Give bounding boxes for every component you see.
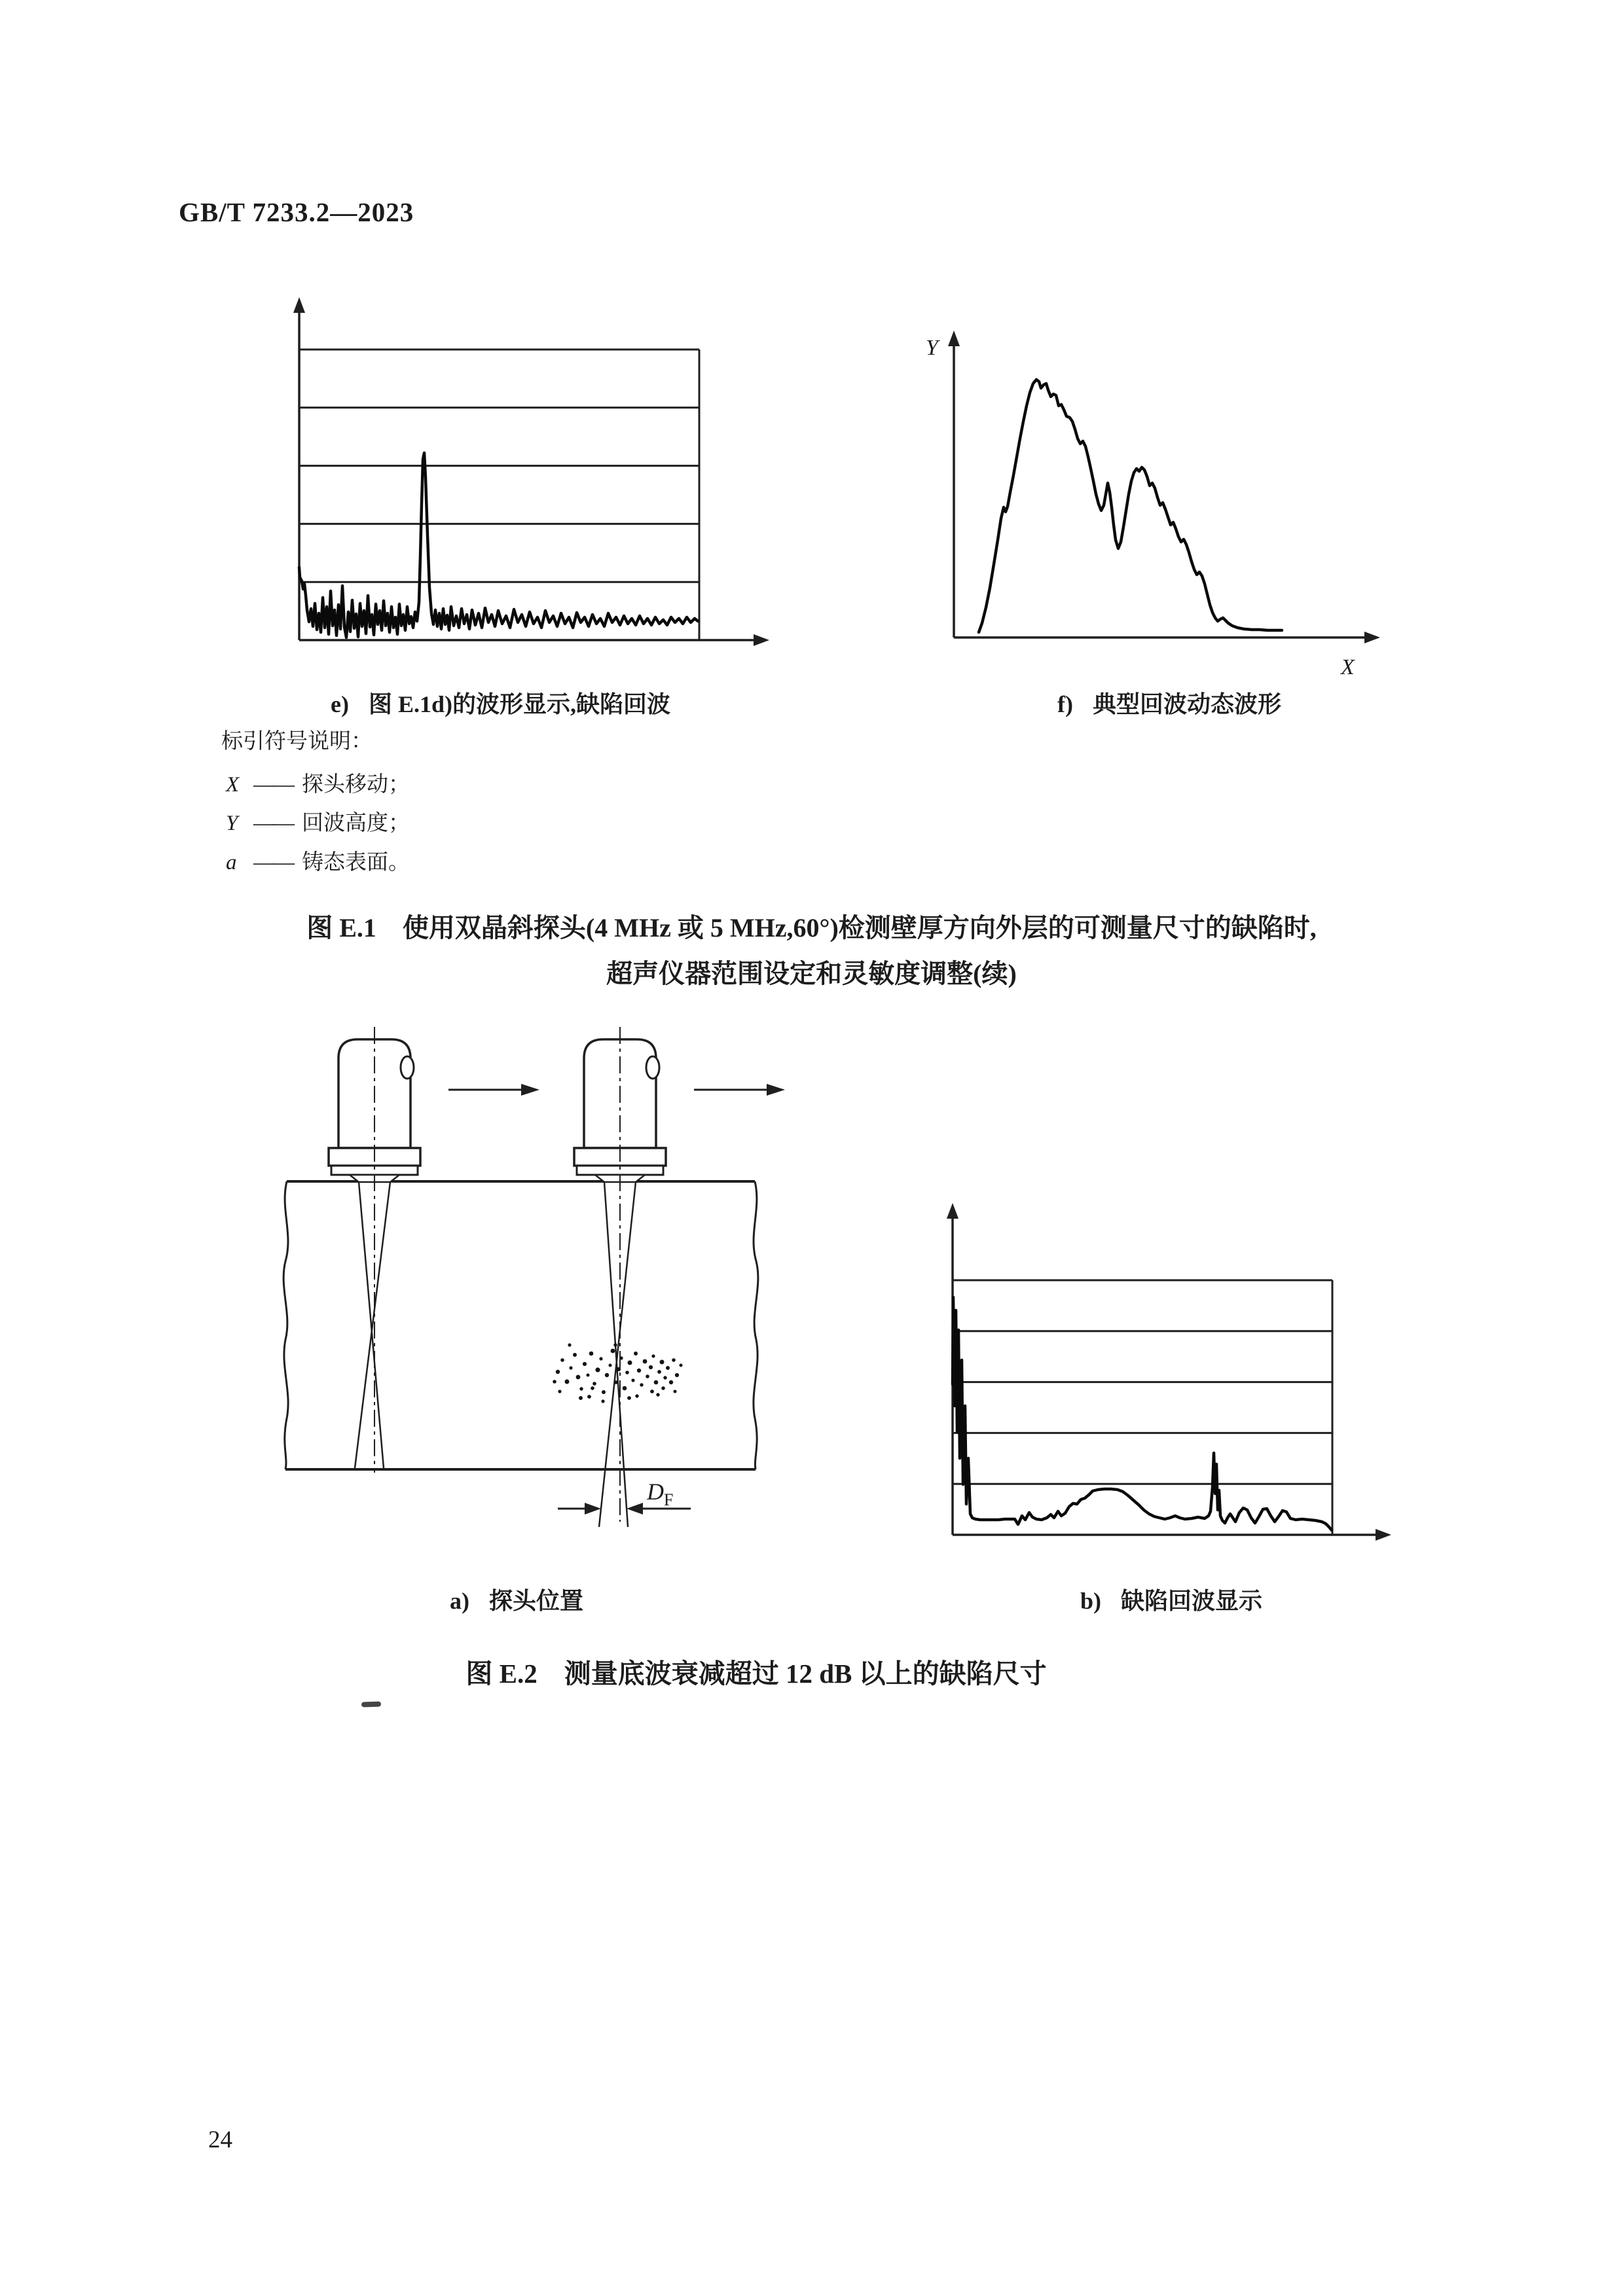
- caption-f: [1057, 686, 1281, 719]
- caption-f-label: f): [1057, 691, 1073, 717]
- legend-dash: ——: [253, 812, 293, 835]
- chart-f-y-arrow: [948, 331, 960, 346]
- chart-b-waveform: [953, 1297, 1332, 1530]
- caption-f-text: 典型回波动态波形: [1092, 691, 1281, 717]
- caption-a: [450, 1583, 583, 1616]
- probe-right-connector: [646, 1056, 659, 1079]
- chart-e-axes: [299, 310, 756, 640]
- chart-e-waveform: [299, 453, 698, 637]
- waveform-chart-e: [275, 281, 773, 661]
- dim-arrow-right-icon: [585, 1503, 601, 1515]
- x-axis-label: X: [1341, 655, 1355, 679]
- caption-e-label: e): [331, 691, 349, 717]
- caption-a-text: 探头位置: [489, 1588, 584, 1614]
- chart-b-graticule: [953, 1280, 1332, 1535]
- caption-e: [331, 686, 670, 719]
- chart-e-graticule: [299, 350, 699, 640]
- chart-b-x-arrow: [1376, 1529, 1391, 1541]
- beam-left: [355, 1182, 390, 1468]
- legend-item-a: [226, 845, 410, 876]
- caption-e-text: 图 E.1d)的波形显示,缺陷回波: [368, 691, 670, 717]
- probe-left: [329, 1027, 420, 1473]
- chart-b-axes: [953, 1216, 1378, 1535]
- chart-f-envelope: [979, 380, 1282, 632]
- legend-desc-y: 回波高度；: [302, 812, 410, 835]
- legend-item-x: [226, 767, 410, 798]
- beam-right: [599, 1182, 636, 1527]
- arrow-right-icon: [767, 1084, 785, 1096]
- test-block: [283, 1181, 758, 1469]
- figure-e2-title: 图 E.2 测量底波衰减超过 12 dB 以上的缺陷尺寸: [465, 1659, 1047, 1689]
- legend-symbol-a: a: [226, 851, 237, 874]
- legend-title: 标引符号说明：: [221, 730, 373, 753]
- chart-f-x-arrow: [1364, 632, 1380, 643]
- legend-dash: ——: [253, 851, 293, 874]
- chart-f-axes: [954, 344, 1367, 637]
- scan-direction-arrow-left: [448, 1084, 539, 1096]
- arrow-right-icon: [521, 1084, 539, 1096]
- chart-e-x-arrow: [754, 634, 769, 646]
- caption-b-label: b): [1080, 1588, 1102, 1614]
- caption-a-label: a): [450, 1588, 469, 1614]
- legend-desc-x: 探头移动；: [302, 773, 410, 797]
- legend-symbol-y: Y: [226, 812, 238, 835]
- defect-echo-chart-b: [917, 1185, 1427, 1551]
- probe-position-diagram: [262, 1018, 917, 1541]
- legend-desc-a: 铸态表面。: [302, 851, 410, 874]
- caption-b-text: 缺陷回波显示: [1121, 1588, 1263, 1614]
- figure-e1-title-line1: 图 E.1 使用双晶斜探头(4 MHz 或 5 MHz,60°)检测壁厚方向外层的可测量尺寸的缺陷时,: [306, 913, 1317, 942]
- scan-direction-arrow-right: [694, 1084, 785, 1096]
- figure-e1-title-line2: 超声仪器范围设定和灵敏度调整(续): [606, 959, 1017, 988]
- legend-item-y: [226, 806, 410, 836]
- probe-right: [574, 1027, 666, 1522]
- legend-symbol-x: X: [226, 773, 240, 797]
- probe-left-connector: [401, 1056, 414, 1079]
- chart-e-y-arrow: [293, 297, 305, 313]
- df-label: $D_F$: [647, 1479, 674, 1509]
- dim-arrow-left-icon: [627, 1503, 643, 1515]
- legend-dash: ——: [253, 773, 293, 797]
- caption-b: [1080, 1583, 1262, 1616]
- y-axis-label: Y: [926, 336, 938, 360]
- chart-b-y-arrow: [947, 1203, 958, 1219]
- page-number: 24: [208, 2126, 232, 2153]
- standard-number: GB/T 7233.2—2023: [179, 197, 414, 227]
- envelope-chart-f: [917, 281, 1388, 687]
- scan-artifact-mark: [361, 1701, 381, 1707]
